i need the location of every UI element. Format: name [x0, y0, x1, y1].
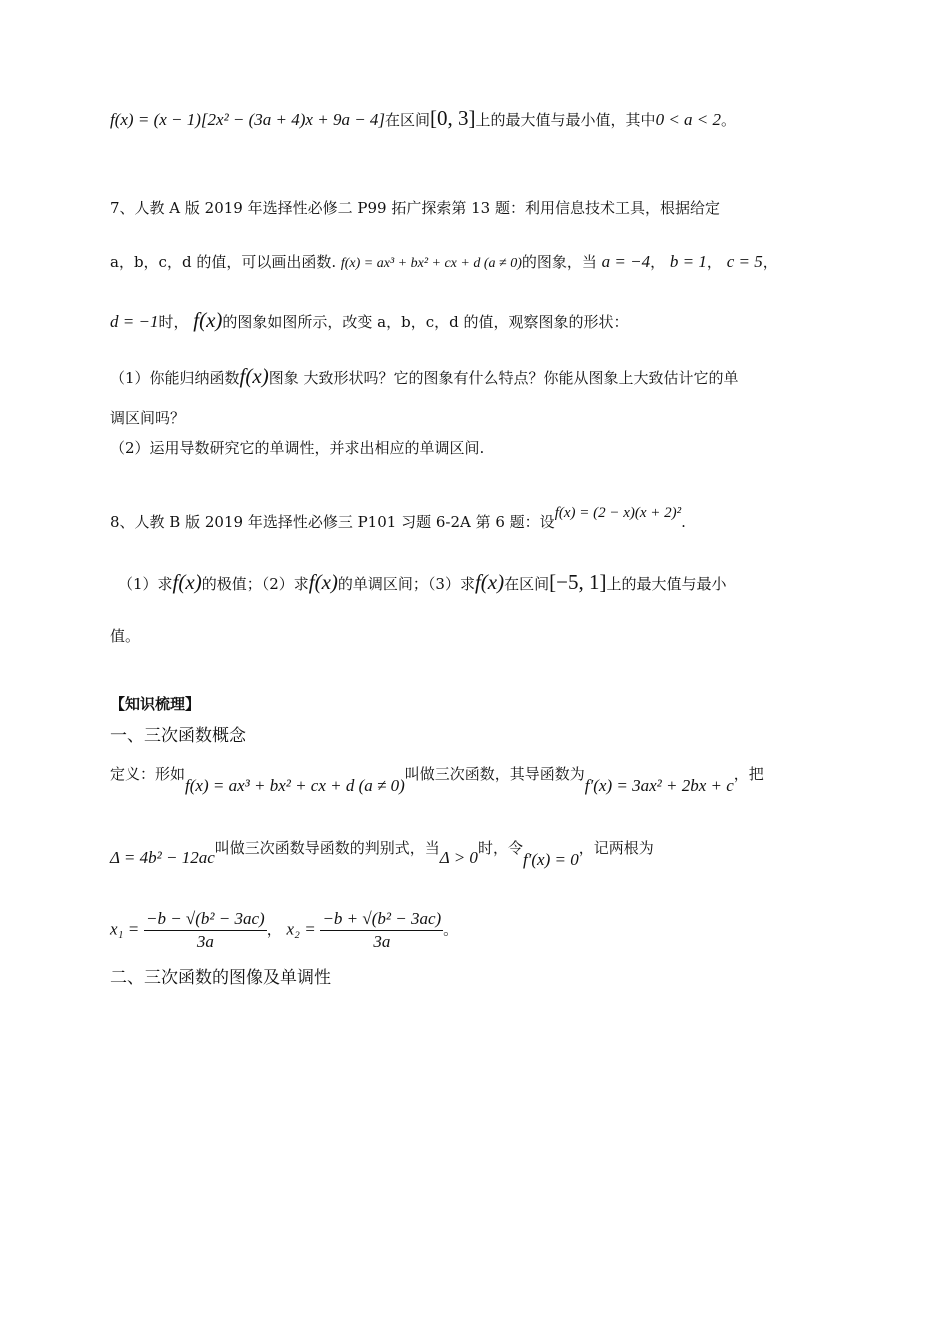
def-end: ，把 — [733, 765, 764, 783]
def-func: f(x) = ax³ + bx² + cx + d (a ≠ 0) — [185, 776, 405, 795]
p8-line1-text: 8、人教 B 版 2019 年选择性必修三 P101 习题 6-2A 第 6 题：设 — [110, 513, 555, 531]
p7-q1-pre: （1）你能归纳函数 — [110, 369, 240, 387]
p8-fx2: f(x) — [308, 570, 338, 594]
p7-line3-post: 的图象如图所示，改变 a，b，c，d 的值，观察图象的形状： — [222, 313, 629, 331]
p7-q1-fx: f(x) — [239, 364, 269, 388]
p8-fx1: f(x) — [172, 570, 202, 594]
p7-c-val: c = 5 — [726, 252, 763, 271]
x2-numerator: −b + √(b² − 3ac) — [320, 908, 443, 931]
p7-q1 — [110, 366, 738, 388]
def-deriv: f′(x) = 3ax² + 2bx + c — [584, 776, 734, 795]
x2-label: x₂ = — [286, 919, 316, 939]
section2-heading: 二、三次函数的图像及单调性 — [110, 968, 331, 988]
p8-fx3: f(x) — [474, 570, 505, 594]
definition-line — [110, 764, 764, 795]
p8-q3-post: 上的最大值与最小 — [606, 575, 727, 593]
roots-comma: ， — [266, 920, 282, 939]
top-problem-line — [110, 108, 736, 130]
discriminant-line — [110, 838, 654, 869]
p7-sep2: ， — [706, 253, 722, 271]
p8-line1 — [110, 505, 686, 533]
p7-q1-post: 图象 大致形状吗？它的图象有什么特点？你能从图象上大致估计它的单 — [268, 369, 739, 387]
top-interval: [0, 3] — [430, 106, 476, 130]
disc-text2: 时，令 — [477, 839, 523, 857]
p7-q1-cont: 调区间吗？ — [110, 409, 186, 427]
p7-fx: f(x) — [193, 308, 223, 332]
p7-sep1: ， — [650, 253, 666, 271]
knowledge-title: 【知识梳理】 — [110, 695, 201, 713]
p8-q3-mid: 在区间 — [504, 575, 550, 593]
x2-fraction — [320, 908, 443, 953]
p7-line2 — [110, 252, 778, 274]
p7-func: f(x) = ax³ + bx² + cx + d (a ≠ 0) — [340, 256, 522, 271]
disc-text3: ，记两根为 — [578, 839, 654, 857]
p7-a-val: a = −4 — [601, 252, 651, 271]
x1-numerator: −b − √(b² − 3ac) — [144, 908, 267, 931]
p8-end: . — [681, 513, 686, 531]
x2-denominator: 3a — [373, 932, 391, 951]
p7-sep3: ， — [762, 253, 778, 271]
p8-q1-post: 的极值；（2）求 — [201, 575, 309, 593]
p7-line2-mid: 的图象，当 — [521, 253, 597, 271]
top-end: 。 — [721, 111, 737, 129]
p7-line3-mid: 时， — [158, 313, 189, 331]
x1-denominator: 3a — [196, 932, 214, 951]
p8-q2-post: 的单调区间；（3）求 — [337, 575, 475, 593]
p8-interval: [−5, 1] — [549, 570, 607, 594]
p7-line3 — [110, 310, 629, 332]
top-formula: f(x) = (x − 1)[2x² − (3a + 4)x + 9a − 4] — [110, 110, 386, 129]
p7-line1: 7、人教 A 版 2019 年选择性必修二 P99 拓广探索第 13 题：利用信息技术工具，根据给定 — [110, 199, 720, 217]
section1-heading: 一、三次函数概念 — [110, 726, 246, 746]
disc-formula: Δ = 4b² − 12ac — [110, 848, 215, 867]
p7-q2: （2）运用导数研究它的单调性，并求出相应的单调区间. — [110, 439, 485, 457]
top-text1: 在区间 — [385, 111, 431, 129]
p7-b-val: b = 1 — [669, 252, 707, 271]
p8-q1: （1）求 — [118, 575, 173, 593]
disc-text: 叫做三次函数导函数的判别式，当 — [214, 839, 440, 857]
p8-func: f(x) = (2 − x)(x + 2)² — [554, 505, 682, 521]
def-pre: 定义：形如 — [110, 765, 186, 783]
x1-fraction — [144, 908, 267, 953]
def-mid: 叫做三次函数，其导函数为 — [404, 765, 585, 783]
p7-line2-pre: a，b，c，d 的值，可以画出函数. — [110, 253, 337, 271]
x1-label: x₁ = — [110, 919, 140, 939]
p8-q3-cont: 值。 — [110, 627, 141, 645]
roots-line — [110, 908, 458, 953]
p7-d-val: d = −1 — [110, 312, 159, 331]
top-text2: 上的最大值与最小值，其中 — [475, 111, 656, 129]
top-condition: 0 < a < 2 — [655, 110, 722, 129]
roots-period: 。 — [443, 920, 459, 939]
p8-questions — [118, 572, 726, 594]
deriv-zero: f′(x) = 0 — [522, 850, 579, 869]
disc-cond: Δ > 0 — [439, 848, 478, 867]
